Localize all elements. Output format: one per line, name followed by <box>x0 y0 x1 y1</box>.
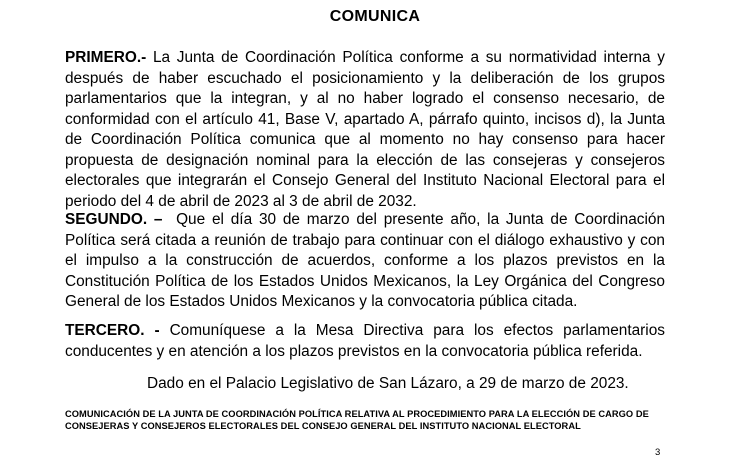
paragraph-text: Comuníquese a la Mesa Directiva para los efectos parlamentarios conducentes y en atención a los plazos previstos en la convocatoria pública referida. <box>65 322 665 360</box>
paragraph-segundo <box>65 210 670 313</box>
paragraph-label: TERCERO. - <box>65 322 160 339</box>
paragraph-text: Que el día 30 de marzo del presente año, la Junta de Coordinación Política será citada a reunión de trabajo para continuar con el diálogo exhaustivo y con el impulso a la construcción de acuerdos, conforme a los plazos previstos en la Constitución Política de los Estados Unidos Mexicanos, la Ley Orgánica del Congreso General de los Estados Unidos Mexicanos y la convocatoria pública citada. <box>65 211 670 310</box>
paragraph-tercero <box>65 321 665 362</box>
paragraph-label: SEGUNDO. – <box>65 211 163 228</box>
paragraph-label: PRIMERO.- <box>65 49 147 66</box>
page-number: 3 <box>655 447 661 458</box>
closing-line: Dado en el Palacio Legislativo de San Lázaro, a 29 de marzo de 2023. <box>147 375 629 392</box>
paragraph-primero <box>65 48 665 212</box>
document-footer: COMUNICACIÓN DE LA JUNTA DE COORDINACIÓN POLÍTICA RELATIVA AL PROCEDIMIENTO PARA LA ELECCIÓN DE CARGO DE CONSEJERAS Y CONSEJEROS ELECTORALES DEL CONSEJO GENERAL DEL INSTITUTO NACIONAL ELECTORAL <box>65 409 649 431</box>
document-heading: COMUNICA <box>329 8 421 25</box>
paragraph-text: La Junta de Coordinación Política conforme a su normatividad interna y después de haber escuchado el posicionamiento y la deliberación de los grupos parlamentarios que la integran, y al no haber logrado el consenso necesario, de conformidad con el artículo 41, Base V, apartado A, párrafo quinto, incisos d), la Junta de Coordinación Política comunica que al momento no hay consenso para hacer propuesta de designación nominal para la elección de las consejeras y consejeros electorales que integrarán el Consejo General del Instituto Nacional Electoral para el periodo del 4 de abril de 2023 al 3 de abril de 2032. <box>65 49 665 210</box>
